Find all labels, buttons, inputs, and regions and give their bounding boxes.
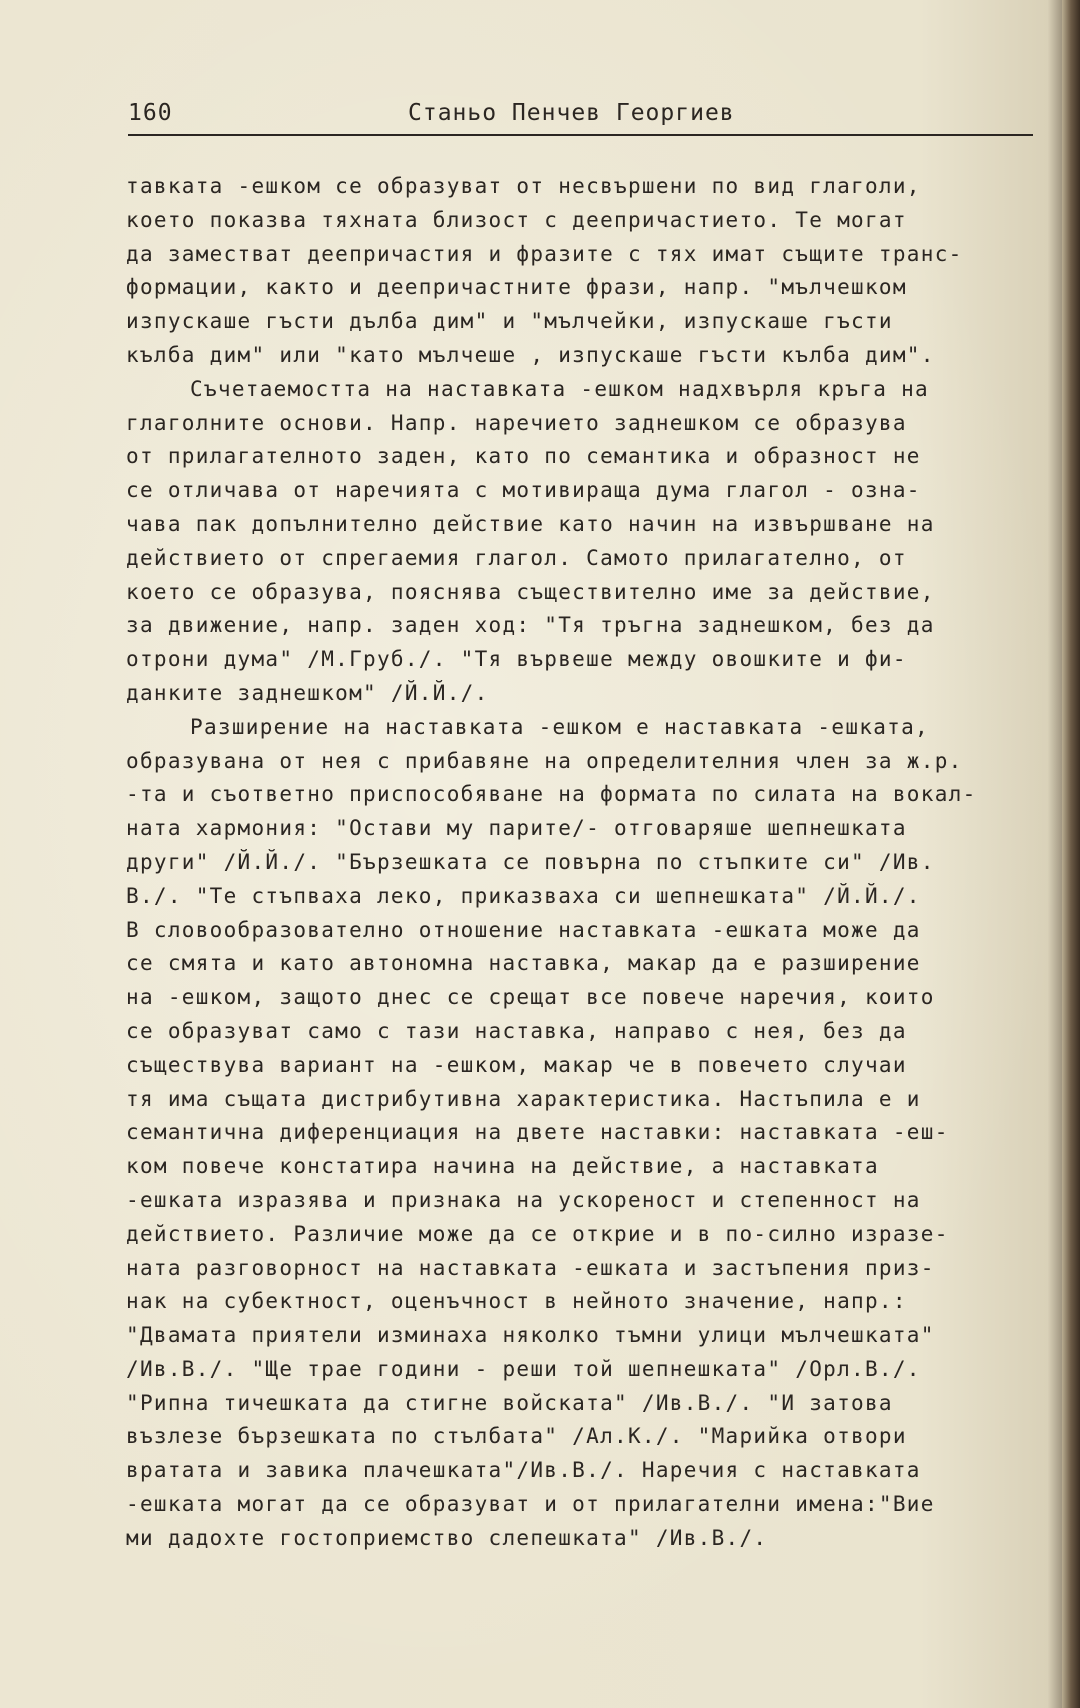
spine-edge <box>1062 0 1080 1708</box>
text-line: ми дадохте гостоприемство слепешката" /Ив.В./. <box>126 1525 768 1550</box>
text-line: действието от спрегаемия глагол. Самото прилагателно, от <box>126 545 907 570</box>
text-line: глаголните основи. Напр. наречието заднешком се образува <box>126 410 907 435</box>
text-line: ната хармония: "Остави му парите/- отговаряше шепнешката <box>126 816 907 841</box>
text-line: да заместват деепричастия и фразите с тях имат същите транс- <box>126 241 963 266</box>
text-line: което показва тяхната близост с деепричастието. Те могат <box>126 207 907 232</box>
page-header <box>128 100 1033 136</box>
text-line: чава пак допълнително действие като начин на извършване на <box>126 511 935 536</box>
text-line: -ешката могат да се образуват и от прилагателни имена:"Вие <box>126 1492 935 1517</box>
text-line: от прилагателното заден, като по семантика и образност не <box>126 444 921 469</box>
text-line: данките заднешком" /Й.Й./. <box>126 680 489 705</box>
text-line: кълба дим" или "като мълчеше , изпускаше гъсти кълба дим". <box>126 342 935 367</box>
text-line: нак на субектност, оценъчност в нейното значение, напр.: <box>126 1289 907 1314</box>
text-line: други" /Й.Й./. "Бързешката се повърна по стъпките си" /Ив. <box>126 849 935 874</box>
text-line: формации, както и деепричастните фрази, напр. "мълчешком <box>126 275 907 300</box>
text-line: -ешката изразява и признака на ускореност и степенност на <box>126 1187 921 1212</box>
text-line: се отличава от наречията с мотивираща дума глагол - озна- <box>126 478 921 503</box>
text-line: възлезе бързешката по стълбата" /Ал.К./. "Марийка отвори <box>126 1424 907 1449</box>
page-number: 160 <box>128 100 173 126</box>
text-line: на -ешком, защото днес се срещат все повече наречия, които <box>126 985 935 1010</box>
text-line: съществува вариант на -ешком, макар че в повечето случаи <box>126 1052 907 1077</box>
text-line: се смята и като автономна наставка, макар да е разширение <box>126 951 921 976</box>
text-line: ната разговорност на наставката -ешката и застъпения приз- <box>126 1255 935 1280</box>
text-line: ком повече констатира начина на действие, а наставката <box>126 1154 879 1179</box>
text-line: се образуват само с тази наставка, направо с нея, без да <box>126 1018 907 1043</box>
text-line: Съчетаемостта на наставката -ешком надхвърля кръга на <box>190 376 929 401</box>
body-text <box>126 170 1046 1556</box>
text-line: Разширение на наставката -ешком е наставката -ешката, <box>190 714 929 739</box>
text-line: /Ив.В./. "Ще трае години - реши той шепнешката" /Орл.В./. <box>126 1356 921 1381</box>
running-title: Станьо Пенчев Георгиев <box>408 100 735 126</box>
text-line: вратата и завика плачешката"/Ив.В./. Наречия с наставката <box>126 1458 921 1483</box>
text-line: тя има същата дистрибутивна характеристика. Настъпила е и <box>126 1086 921 1111</box>
text-line: В./. "Те стъпваха леко, приказваха си шепнешката" /Й.Й./. <box>126 883 921 908</box>
text-line: "Рипна тичешката да стигне войската" /Ив.В./. "И затова <box>126 1390 893 1415</box>
text-line: семантична диференциация на двете наставки: наставката -еш- <box>126 1120 949 1145</box>
text-line: тавката -ешком се образуват от несвършени по вид глаголи, <box>126 174 921 198</box>
text-line: -та и съответно приспособяване на формата по силата на вокал- <box>126 782 977 807</box>
text-line: което се образува, пояснява съществително име за действие, <box>126 579 935 604</box>
text-line: образувана от нея с прибавяне на определителния член за ж.р. <box>126 748 963 773</box>
text-line: за движение, напр. заден ход: "Тя тръгна заднешком, без да <box>126 613 935 638</box>
text-line: действието. Различие може да се открие и в по-силно изразе- <box>126 1221 949 1246</box>
text-line: отрони дума" /М.Груб./. "Тя вървеше между овошките и фи- <box>126 647 907 672</box>
text-line: "Двамата приятели изминаха няколко тъмни улици мълчешката" <box>126 1323 935 1348</box>
text-line: изпускаше гъсти дълба дим" и "мълчейки, изпускаше гъсти <box>126 309 893 334</box>
text-line: В словообразователно отношение наставката -ешката може да <box>126 917 921 942</box>
